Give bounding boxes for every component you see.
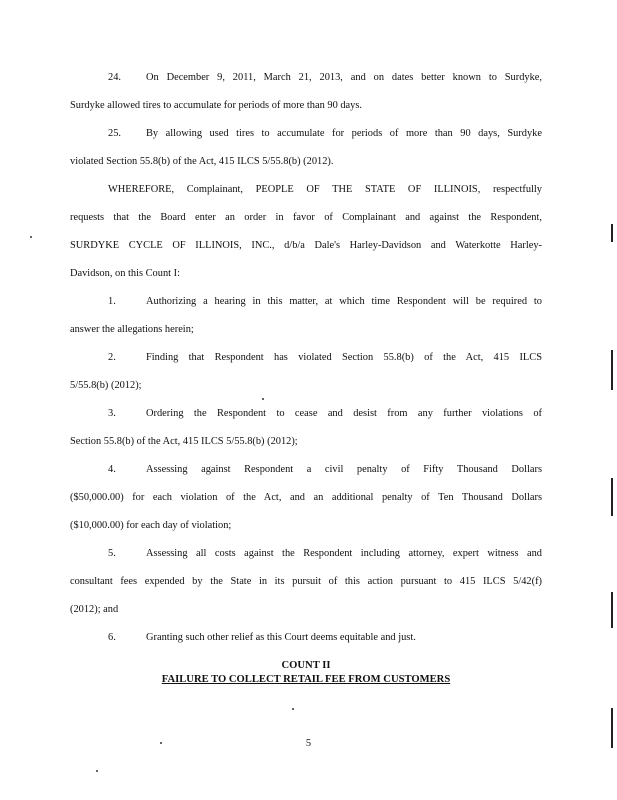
item-1-number: 1.: [108, 296, 116, 307]
wherefore-line-3: SURDYKE CYCLE OF ILLINOIS, INC., d/b/a Dale's Harley-Davidson and Waterkotte Harley-: [70, 240, 542, 251]
item-6-number: 6.: [108, 632, 116, 643]
scan-mark: [611, 224, 613, 242]
wherefore-line-4: Davidson, on this Count I:: [70, 268, 180, 279]
page-number: 5: [305, 738, 312, 749]
item-5-line-2: consultant fees expended by the State in its pursuit of this action pursuant to 415 ILCS 5/42(f): [70, 576, 542, 587]
item-1-line-2: answer the allegations herein;: [70, 324, 194, 335]
scan-speck: [30, 236, 32, 238]
count-title: COUNT II: [281, 660, 331, 671]
scan-speck: [96, 770, 98, 772]
wherefore-line-2: requests that the Board enter an order in favor of Complainant and against the Respondent,: [70, 212, 542, 223]
wherefore-line-1: WHEREFORE, Complainant, PEOPLE OF THE STATE OF ILLINOIS, respectfully: [108, 184, 542, 195]
item-4-line-2: ($50,000.00) for each violation of the Act, and an additional penalty of Ten Thousand Dollars: [70, 492, 542, 503]
scan-mark: [611, 350, 613, 390]
scan-speck: [262, 398, 264, 400]
para-24-number: 24.: [108, 72, 121, 83]
item-4-line-3: ($10,000.00) for each day of violation;: [70, 520, 232, 531]
scan-speck: [160, 742, 162, 744]
scan-mark: [611, 592, 613, 628]
para-25-line-1: By allowing used tires to accumulate for periods of more than 90 days, Surdyke: [146, 128, 542, 139]
scan-mark: [611, 708, 613, 748]
item-5-number: 5.: [108, 548, 116, 559]
para-24-line-2: Surdyke allowed tires to accumulate for periods of more than 90 days.: [70, 100, 363, 111]
item-4-line-1: Assessing against Respondent a civil penalty of Fifty Thousand Dollars: [146, 464, 542, 475]
item-3-line-1: Ordering the Respondent to cease and desist from any further violations of: [146, 408, 542, 419]
para-25-line-2: violated Section 55.8(b) of the Act, 415 ILCS 5/55.8(b) (2012).: [70, 156, 334, 167]
scan-speck: [292, 708, 294, 710]
item-6-line-1: Granting such other relief as this Court deems equitable and just.: [146, 632, 416, 643]
item-3-line-2: Section 55.8(b) of the Act, 415 ILCS 5/55.8(b) (2012);: [70, 436, 298, 447]
scan-mark: [611, 478, 613, 516]
item-5-line-1: Assessing all costs against the Respondent including attorney, expert witness and: [146, 548, 542, 559]
item-2-line-1: Finding that Respondent has violated Section 55.8(b) of the Act, 415 ILCS: [146, 352, 542, 363]
item-2-line-2: 5/55.8(b) (2012);: [70, 380, 142, 391]
item-1-line-1: Authorizing a hearing in this matter, at which time Respondent will be required to: [146, 296, 542, 307]
count-subtitle: FAILURE TO COLLECT RETAIL FEE FROM CUSTOMERS: [161, 674, 451, 685]
item-5-line-3: (2012); and: [70, 604, 119, 615]
item-3-number: 3.: [108, 408, 116, 419]
para-24-line-1: On December 9, 2011, March 21, 2013, and on dates better known to Surdyke,: [146, 72, 542, 83]
item-2-number: 2.: [108, 352, 116, 363]
item-4-number: 4.: [108, 464, 116, 475]
para-25-number: 25.: [108, 128, 121, 139]
